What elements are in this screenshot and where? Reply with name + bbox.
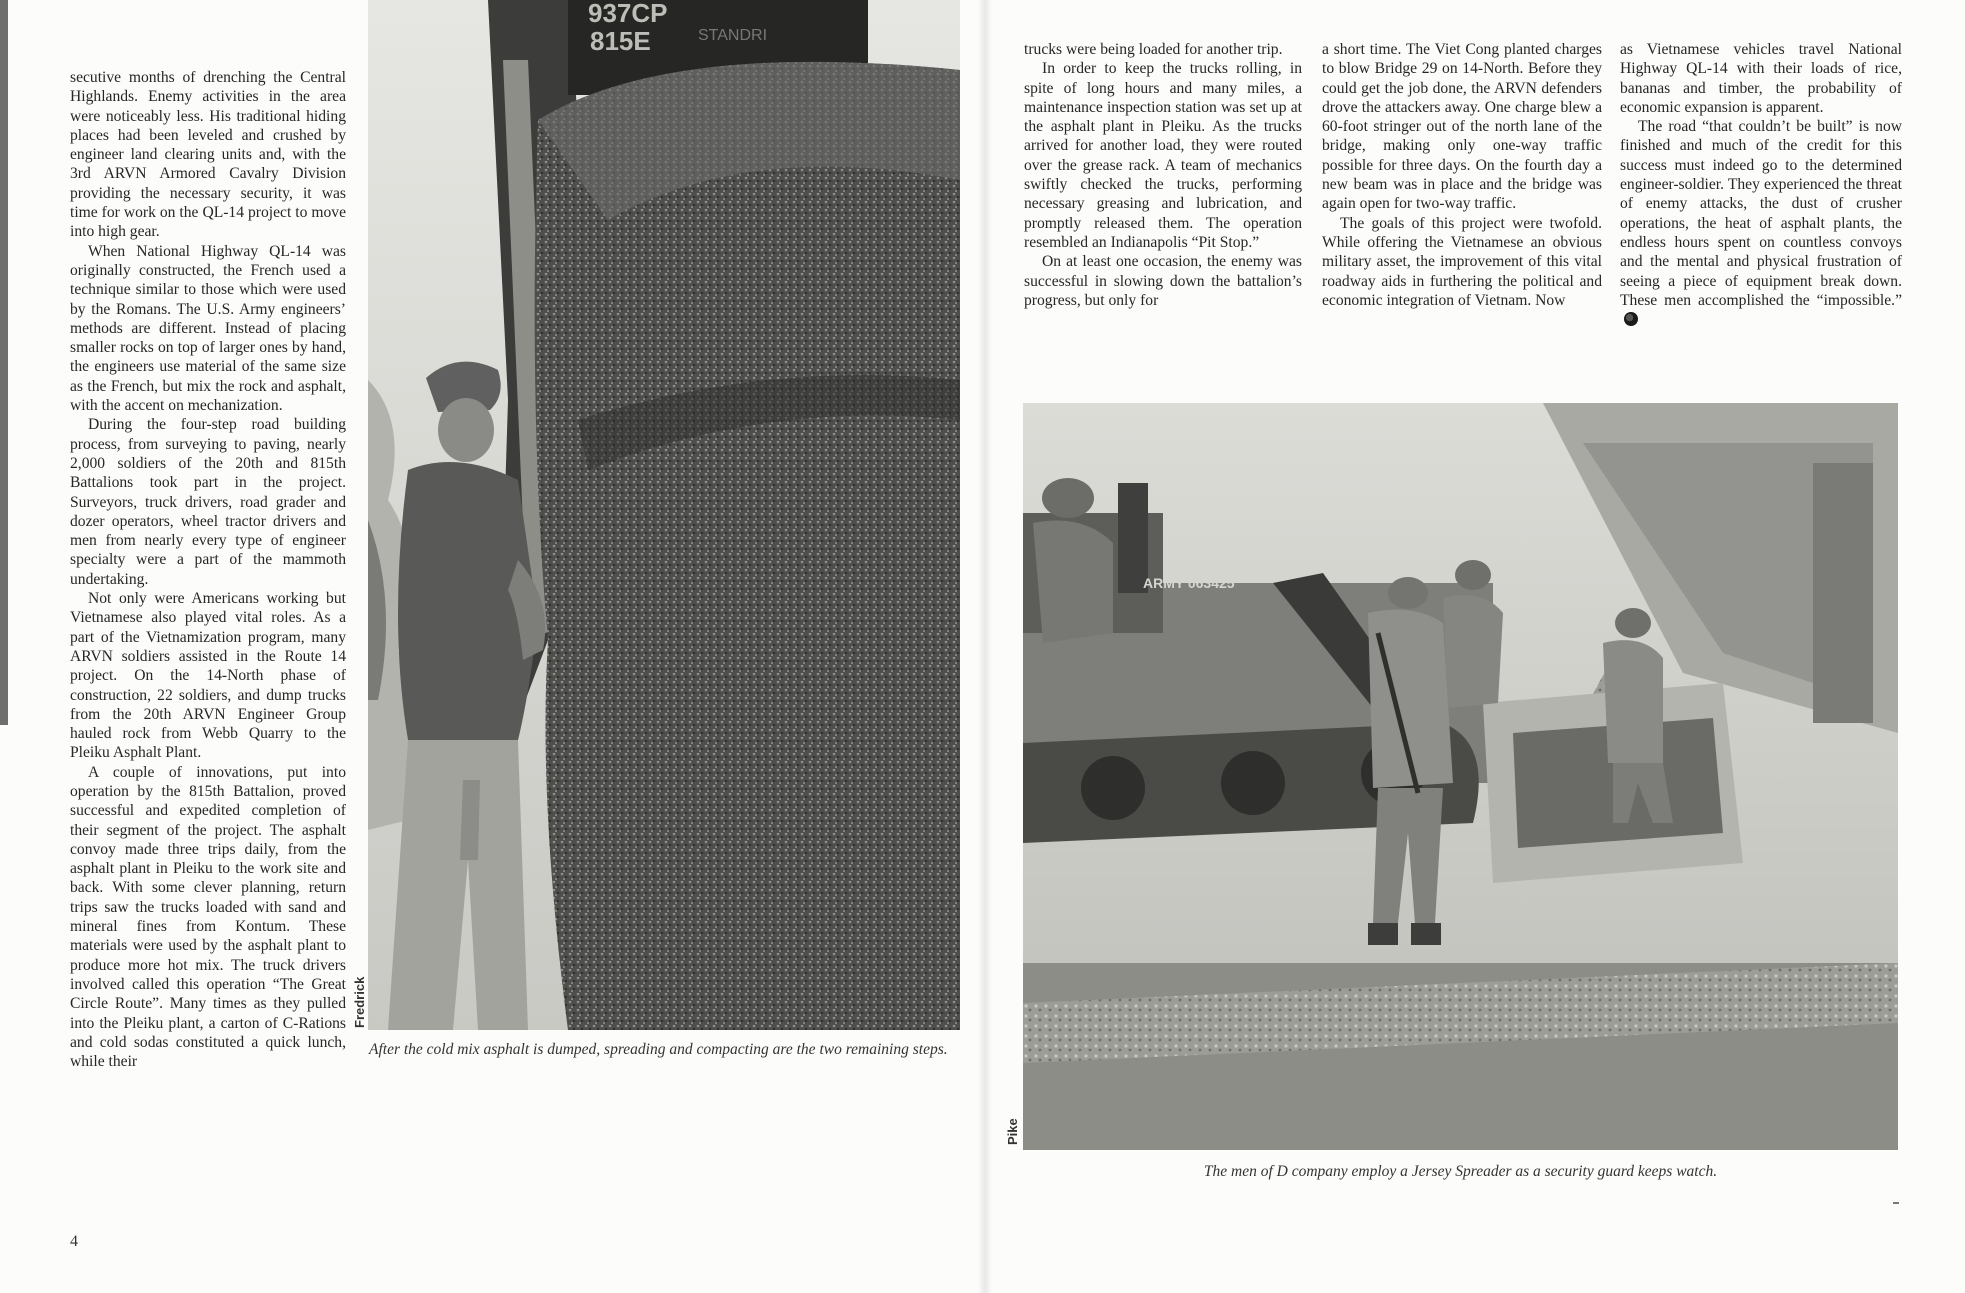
paragraph: A couple of innovations, put into operation by the 815th Battalion, proved successful and expedited completion of their segment of the project. The asphalt convoy made three trips daily, from the asphalt plant in Pleiku to the work site and back. With some clever planning, return trips saw the trucks loaded with sand and mineral fines from Kontum. These materials were used by the asphalt plant to produce more hot mix. The truck drivers involved called this operation “The Great Circle Route”. Many times as they pulled into the Pleiku plant, a carton of C-Rations and cold sodas constituted a quick lunch, while their [70,763,346,1071]
photo-left-illustration [368,0,960,1030]
paragraph: When National Highway QL-14 was originally constructed, the French used a technique similar to those which were used by the Romans. The U.S. Army engineers’ methods are different. Instead of placing smaller rocks on top of larger ones by hand, the engineers use material of the same size as the French, but mix the rock and asphalt, with the accent on mechanization. [70,242,346,415]
photo-caption-right: The men of D company employ a Jersey Spreader as a security guard keeps watch. [1203,1163,1718,1180]
truck-marking-2: 815E [590,26,651,56]
paragraph: On at least one occasion, the enemy was successful in slowing down the battalion’s progress, but only for [1024,253,1302,309]
article-column-4 [1620,40,1902,329]
photo-caption-left: After the cold mix asphalt is dumped, spreading and compacting are the two remaining steps. [369,1041,948,1058]
closing-paragraph-text: The road “that couldn’t be built” is now finished and much of the credit for this success must indeed go to the determined engineer-soldier. They experienced the threat of enemy attacks, the dust of crusher operations, the heat of asphalt plants, the endless hours spent on countless convoys and the mental and physical frustration of seeing a piece of equipment break down. These men accomplished the “impossible.” [1620,118,1902,309]
paragraph: The goals of this project were twofold. While offering the Vietnamese an obvious military asset, the improvement of this vital roadway aids in furthering the political and economic integration of Vietnam. Now [1322,214,1602,309]
truck-marking-1: 937CP [588,0,668,28]
paragraph [1620,117,1902,329]
photo-credit-left: Fredrick [352,976,367,1028]
article-column-2 [1024,40,1302,310]
paragraph: During the four-step road building process, from surveying to paving, nearly 2,000 soldiers of the 20th and 815th Battalions took part in the project. Surveyors, truck drivers, road grader and dozer operators, wheel tractor drivers and men from nearly every type of engineer specialty were a part of the mammoth undertaking. [70,416,346,588]
dozer-marking: ARMY 063425 [1143,575,1235,591]
photo-credit-right: Pike [1005,1118,1020,1145]
photo-soldier-beside-gravel-truck [368,0,960,1030]
paragraph: secutive months of drenching the Central Highlands. Enemy activities in the area were noticeably less. His traditional hiding places had been leveled and crushed by engineer land clearing units and, with the 3rd ARVN Armored Cavalry Division providing the necessary security, it was time for work on the QL-14 project to move into high gear. [70,69,346,241]
paragraph: a short time. The Viet Cong planted charges to blow Bridge 29 on 14-North. Before they could get the job done, the ARVN defenders drove the attackers away. One charge blew a 60-foot stringer out of the north lane of the bridge, making only one-way traffic possible for three days. On the fourth day a new beam was in place and the bridge was again open for two-way traffic. [1322,41,1602,213]
scan-speck [1893,1202,1899,1204]
photo-jersey-spreader-crew [1023,403,1898,1150]
end-mark-icon [1624,312,1638,326]
article-column-3 [1322,40,1602,310]
paragraph: as Vietnamese vehicles travel National Highway QL-14 with their loads of rice, bananas and timber, the probability of economic expansion is apparent. [1620,41,1902,116]
photo-right-illustration [1023,403,1898,1150]
scan-edge-shadow [0,0,8,725]
article-column-1 [70,68,346,1071]
paragraph: In order to keep the trucks rolling, in spite of long hours and many miles, a maintenance inspection station was set up at the asphalt plant in Pleiku. As the trucks arrived for another load, they were routed over the grease rack. A team of mechanics swiftly checked the trucks, performing necessary greasing and lubrication, and promptly released them. The operation resembled an Indianapolis “Pit Stop.” [1024,60,1302,251]
paragraph: trucks were being loaded for another trip. [1024,41,1283,58]
paragraph: Not only were Americans working but Vietnamese also played vital roles. As a part of the Vietnamization program, many ARVN soldiers assisted in the Route 14 project. On the 14-North phase of construction, 22 soldiers, and dump trucks from the 20th ARVN Engineer Group hauled rock from Webb Quarry to the Pleiku Asphalt Plant. [70,590,346,762]
truck-marking-3: STANDRI [698,27,768,44]
page-gutter [978,0,992,1293]
page-number: 4 [70,1233,78,1250]
